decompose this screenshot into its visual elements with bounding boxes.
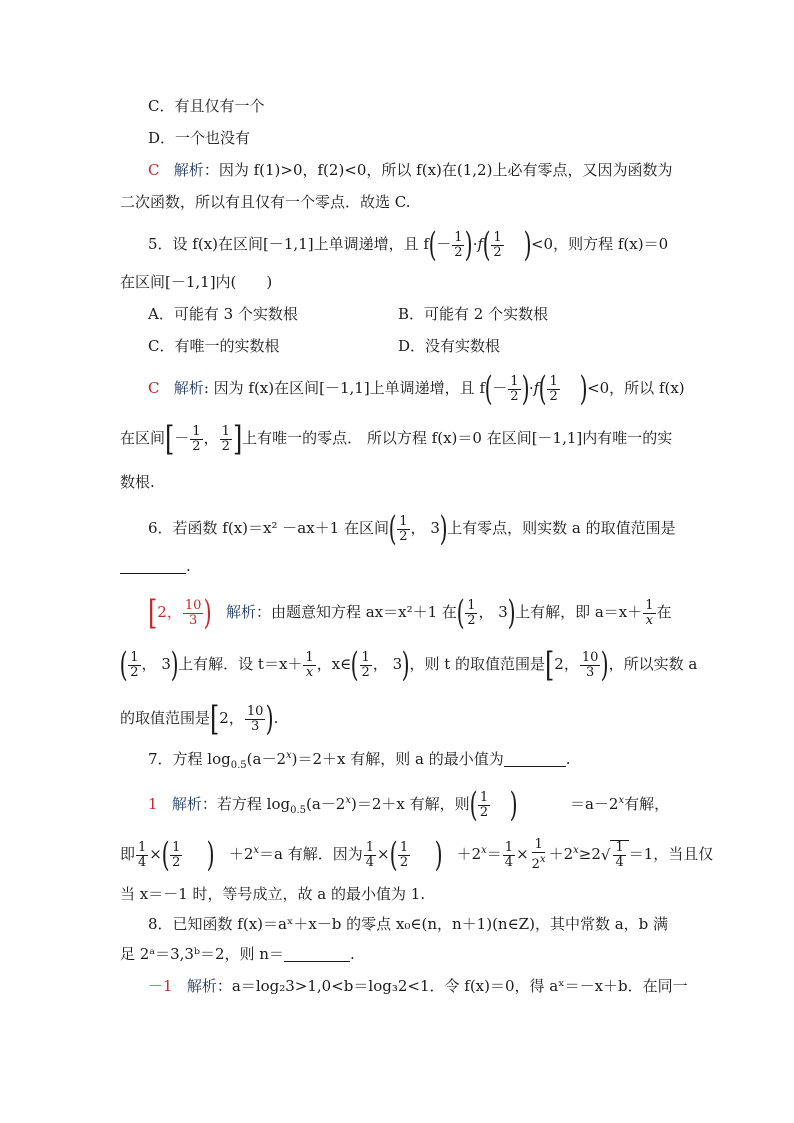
q7-explanation-line1: 1 解析：若方程 $\log_{0.5}(a-2^x)=2+x$ 有解，则( $\frac{1}{2}$ ) $=a-2^x$有解，	[148, 785, 670, 825]
q6-stem-line2: .	[120, 556, 191, 576]
q5-exp-text-d: 上有唯一的零点． 所以方程 f(x)＝0 在区间[－1,1]内有唯一的实	[242, 429, 673, 447]
q7-explanation-line2: 即 $\frac{1}{4}$ ×( $\frac{1}{2}$ ) $+2^x=a$ 有解．因为 $\frac{1}{4}$ ×( $\frac{1}{2}$ ) $+2^x=$ $\frac{1}{4}$ × $\frac{1}{2^x}$ $+2^x\ge 2$ √ $\frac{1}{4}$ ＝1，当且仅	[120, 835, 714, 875]
q6-exp-text-a: ：由题意知方程 ax＝x²＋1 在	[255, 603, 457, 621]
q4-exp-text1: ：因为 f(1)>0，f(2)<0，所以 f(x)在(1,2)上必有零点，又因为函数为	[203, 161, 673, 179]
q8-exp-label: 解析	[186, 977, 217, 995]
q7-explanation-line3: 当 x＝－1 时，等号成立，故 a 的最小值为 1.	[120, 885, 426, 903]
q5-frac-1: $\frac{1}{2}$	[454, 229, 463, 260]
q4-explanation-line1	[148, 160, 672, 180]
q6-explanation-line2: ( $\frac{1}{2}$ ， 3)上有解．设 t＝x＋ $\frac{1}{x}$ ，x∈( $\frac{1}{2}$ ， 3)，则 t 的取值范围是[2， $\frac{10}{3}$ )，所以实数 a	[119, 645, 698, 685]
q6-answer: [2， $\frac{10}{3}$ )	[147, 593, 212, 633]
q6-exp-text-b: 上有解，即 a＝x＋	[515, 603, 643, 621]
q6-stem-text-b: 上有零点，则实数 a 的取值范围是	[447, 519, 676, 537]
q6-exp-label: 解析	[225, 603, 256, 621]
q7-stem: 7．方程 $\log_{0.5}(a-2^x)=2+x$ 有解，则 a 的最小值为 .	[148, 750, 571, 771]
q8-answer: －1	[148, 977, 173, 995]
q5-stem-text-b: <0，则方程 f(x)＝0	[530, 235, 669, 253]
q5-neg: －	[436, 235, 452, 253]
q6-exp-text-c: 上有解．设 t＝x＋	[178, 655, 303, 673]
q8-explanation-line1: －1 解析：a＝log₂3>1,0<b＝log₃2<1．令 f(x)＝0，得 aˣ＝－x＋b．在同一	[148, 977, 688, 995]
q6-explanation-line3: 的取值范围是[2， $\frac{10}{3}$ ).	[120, 699, 279, 739]
q5-option-b: B．可能有 2 个实数根	[398, 305, 549, 323]
q5-explanation-line1: C 解析: 因为 f(x)在区间[－1,1]上单调递增，且 f(－ $\frac{1}{2}$ )·f( $\frac{1}{2}$ )<0，所以 f(x)	[148, 369, 685, 409]
q8-stem-line2: 足 2ᵃ＝3,3ᵇ＝2，则 n＝ .	[120, 945, 355, 963]
q4-option-d: D．一个也没有	[148, 129, 251, 147]
q5-stem-text-a: 5．设 f(x)在区间[－1,1]上单调递增，且 f	[148, 235, 429, 253]
q5-answer: C	[148, 379, 160, 397]
q4-option-c: C．有且仅有一个	[148, 97, 265, 115]
q5-exp-label: 解析	[173, 379, 204, 397]
q6-stem-text-a: 6．若函数 f(x)＝x² －ax＋1 在区间	[148, 519, 389, 537]
q4-answer: C	[148, 161, 160, 179]
q6-exp-text-d: ，则 t 的取值范围是	[409, 655, 546, 673]
q5-exp-text-b: <0，所以 f(x)	[587, 379, 685, 397]
q6-exp-text-e: ，所以实数 a	[608, 655, 698, 673]
q5-exp-text-c: 在区间	[120, 429, 166, 447]
q4-explanation-line2: 二次函数，所以有且仅有一个零点．故选 C.	[120, 193, 411, 211]
q7-answer: 1	[148, 795, 158, 813]
q5-exp-text-a: : 因为 f(x)在区间[－1,1]上单调递增，且 f	[203, 379, 485, 397]
q5-frac-2: $\frac{1}{2}$	[493, 229, 502, 260]
q5-stem-line1: 5．设 f(x)在区间[－1,1]上单调递增，且 f(－ $\frac{1}{2}$ )·f( $\frac{1}{2}$ )<0，则方程 f(x)＝0	[148, 225, 669, 265]
q6-explanation-line1: [2， $\frac{10}{3}$ ) 解析：由题意知方程 ax＝x²＋1 在( $\frac{1}{2}$ ， 3)上有解，即 a＝x＋ $\frac{1}{x}$ 在	[147, 593, 672, 633]
sqrt-symbol: √ $\frac{1}{4}$	[601, 840, 629, 870]
q7-answer-blank[interactable]	[504, 766, 566, 767]
q5-option-c: C．有唯一的实数根	[148, 337, 280, 355]
q8-stem-line1: 8．已知函数 f(x)＝aˣ＋x－b 的零点 x₀∈(n，n＋1)(n∈Z)，其中常数 a，b 满	[148, 915, 669, 933]
q5-option-d: D．没有实数根	[398, 337, 501, 355]
q6-exp-text-f: 的取值范围是	[120, 709, 211, 727]
q7-exp-label: 解析	[171, 795, 202, 813]
q6-answer-blank[interactable]	[120, 573, 186, 574]
q4-exp-label: 解析	[173, 161, 204, 179]
q6-stem-line1: 6．若函数 f(x)＝x² －ax＋1 在区间( $\frac{1}{2}$ ， 3)上有零点，则实数 a 的取值范围是	[148, 509, 676, 549]
q5-option-a: A．可能有 3 个实数根	[148, 305, 298, 323]
q5-explanation-line2: 在区间[－ $\frac{1}{2}$ ， $\frac{1}{2}$ ]上有唯一的零点． 所以方程 f(x)＝0 在区间[－1,1]内有唯一的实	[120, 419, 673, 459]
q5-stem-line2: 在区间[－1,1]内( )	[120, 273, 273, 291]
q5-explanation-line3: 数根.	[120, 473, 155, 491]
q8-answer-blank[interactable]	[284, 961, 350, 962]
